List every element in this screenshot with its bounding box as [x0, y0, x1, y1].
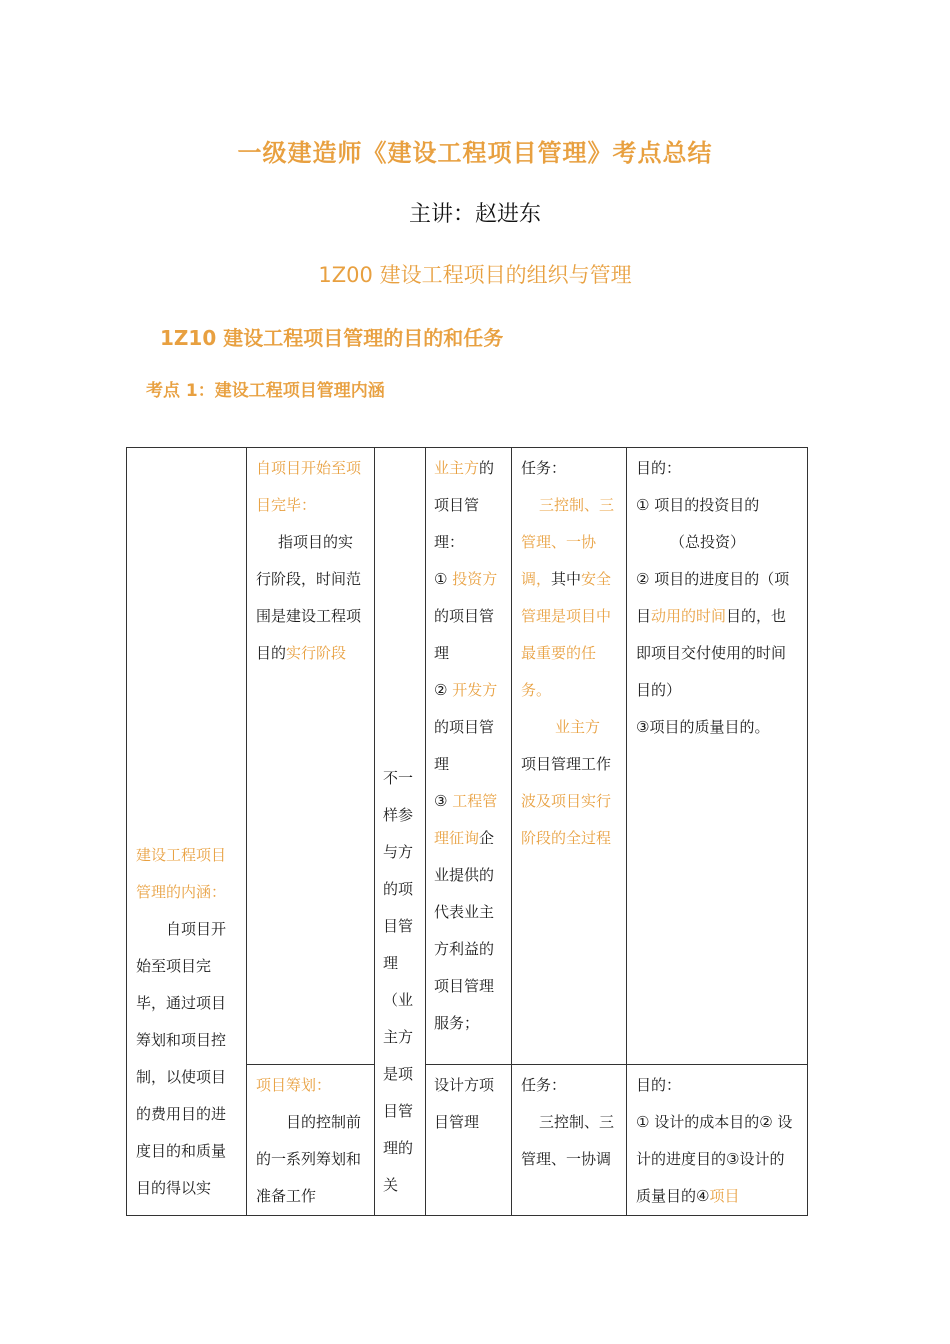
parties-text: 不一样参与方的项目管理（业主方是项目管理的关 [383, 768, 414, 1194]
planning-cell [247, 1065, 375, 1216]
point-heading: 考点 1：建设工程项目管理内涵 [146, 381, 385, 401]
goal-1: ① 项目的投资目的 [636, 496, 760, 514]
scope-highlight: 实行阶段 [286, 644, 347, 662]
design-goal-cell [627, 1065, 808, 1216]
task-owner-highlight-2: 波及项目实行阶段的全过程 [521, 792, 612, 847]
document-title: 一级建造师《建设工程项目管理》考点总结 [237, 139, 713, 167]
party-1-prefix: ① [434, 570, 453, 588]
owner-party-suffix: 的项目管理： [434, 459, 495, 551]
section-heading: 1Z10 建设工程项目管理的目的和任务 [160, 326, 504, 350]
design-task-label: 任务： [521, 1076, 567, 1094]
party-2-highlight: 开发方 [452, 681, 498, 699]
task-highlight-2: 安全管理是项目中最重要的任务。 [521, 570, 612, 699]
scope-heading: 自项目开始至项目完毕： [256, 459, 362, 514]
owner-task-cell [512, 448, 627, 1065]
design-goal-highlight: 项目 [709, 1187, 740, 1205]
lecturer-line: 主讲：赵进东 [408, 202, 541, 227]
goal-3: ③项目的质量目的。 [636, 718, 770, 736]
goal-1b: （总投资） [670, 533, 746, 551]
chapter-heading: 1Z00 建设工程项目的组织与管理 [318, 263, 632, 287]
content-table [126, 447, 808, 1216]
design-party-cell [426, 1065, 512, 1216]
scope-body: 指项目的实行阶段，时间范围是建设工程项目的 [256, 533, 362, 662]
owner-party-heading: 业主方 [434, 459, 480, 477]
definition-cell [127, 448, 247, 1216]
scope-cell [247, 448, 375, 1065]
parties-cell [375, 448, 426, 1216]
task-label: 任务： [521, 459, 567, 477]
design-goal-body: ① 设计的成本目的② 设计的进度目的③设计的质量目的④ [636, 1113, 793, 1205]
design-party: 设计方项目管理 [434, 1076, 495, 1131]
party-2-prefix: ② [434, 681, 453, 699]
planning-heading: 项目筹划： [256, 1076, 332, 1094]
party-1-highlight: 投资方 [452, 570, 498, 588]
party-3-rest: 企业提供的代表业主方利益的项目管理服务； [434, 829, 495, 1032]
party-3-highlight: 工程管理征询 [434, 792, 498, 847]
definition-heading: 建设工程项目管理的内涵： [136, 846, 227, 901]
party-3-prefix: ③ [434, 792, 453, 810]
design-goal-label: 目的： [636, 1076, 682, 1094]
design-task-body: 三控制、三管理、一协调 [521, 1113, 615, 1168]
party-2-rest: 的项目管理 [434, 718, 495, 773]
table-row [127, 448, 808, 1065]
task-owner-highlight: 业主方 [555, 718, 601, 736]
task-mid: 其中 [551, 570, 582, 588]
goal-2: ② 项目的进度目的（项目 [636, 570, 790, 625]
owner-goal-cell [627, 448, 808, 1065]
task-owner-mid: 项目管理工作 [521, 755, 612, 773]
goal-2-highlight: 动用的时间 [651, 607, 727, 625]
design-task-cell [512, 1065, 627, 1216]
party-1-rest: 的项目管理 [434, 607, 495, 662]
goal-2-rest: 目的，也即项目交付使用的时间目的） [636, 607, 787, 699]
planning-body: 目的控制前的一系列筹划和准备工作 [256, 1113, 362, 1205]
definition-body: 自项目开始至项目完毕，通过项目筹划和项目控制，以使项目的费用目的进度目的和质量目的得以实 [136, 920, 227, 1197]
owner-party-cell [426, 448, 512, 1065]
goal-label: 目的： [636, 459, 682, 477]
task-highlight: 三控制、三管理、一协调， [521, 496, 615, 588]
